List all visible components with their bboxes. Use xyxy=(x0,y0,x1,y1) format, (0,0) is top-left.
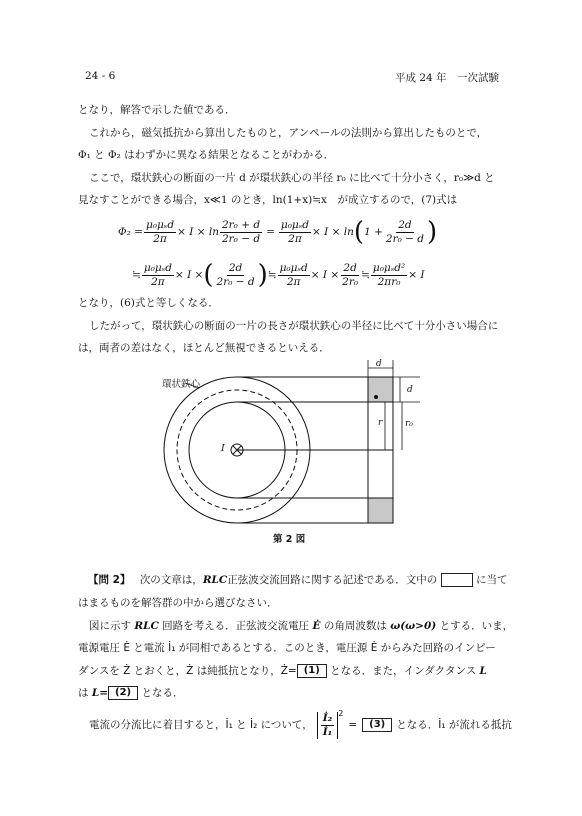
dim-r: r xyxy=(378,418,383,428)
answer-box-3: (3) xyxy=(362,718,392,732)
eq-op: ≒ xyxy=(267,269,277,281)
question-line: 【問 2】 次の文章は，RLC正弦波交流回路に関する記述である．文中の に当て xyxy=(88,574,508,586)
eq-op: × I × xyxy=(310,269,340,281)
core-label: 環状鉄心 xyxy=(162,379,201,390)
eq-op: ≒ xyxy=(361,269,370,281)
current-label: I xyxy=(221,443,225,454)
eq-op: × I × ln xyxy=(177,226,219,238)
question-line: 電源電圧 Ė と電流 İ₁ が同相であるとする．このとき，電圧源 Ė からみた回路のインピー xyxy=(78,642,496,654)
equation-line-2: ≒ $\frac{\text{μ₀μₛd}}{2\pi}$ × I × ( $\frac{2d}{\text{2r₀ − d}}$ ) ≒ $\frac{\text{μ₀μₛd}}{2\pi}$ × I × $\frac{2d}{\text{2r₀}}$ ≒ $\frac{\text{μ₀μₛd²}}{\text{2πr₀}}$ × I xyxy=(132,260,425,290)
fraction: $\frac{\text{μ₀μₛd}}{2\pi}$ xyxy=(145,218,175,245)
eq-op: × I × ln xyxy=(312,226,354,238)
dim-d-top: d xyxy=(376,359,382,369)
question-line: はまるものを解答群の中から選びなさい． xyxy=(78,597,278,609)
page-number: 24 - 6 xyxy=(85,70,116,82)
answer-box-1: (1) xyxy=(297,664,327,678)
dim-r0: r₀ xyxy=(405,419,413,429)
text-line: したがって，環状鉄心の断面の一片の長さが環状鉄心の半径に比べて十分小さい場合に xyxy=(89,320,499,332)
eq-lhs: Φ₂ = xyxy=(118,226,143,238)
fraction: $\frac{2d}{\text{2r₀ − d}}$ xyxy=(385,218,424,245)
equation-line-1: Φ₂ = $\frac{\text{μ₀μₛd}}{2\pi}$ × I × ln $\frac{\text{2r₀ + d}}{\text{2r₀ − d}}$ = $\frac{\text{μ₀μₛd}}{2\pi}$ × I × ln ( 1 + $\frac{2d}{\text{2r₀ − d}}$ ) xyxy=(118,217,438,247)
fraction: $\frac{\text{μ₀μₛd²}}{\text{2πr₀}}$ xyxy=(372,261,406,288)
eq-op: 1 + xyxy=(364,226,383,238)
fraction: $\frac{\text{μ₀μₛd}}{2\pi}$ xyxy=(143,261,172,288)
cross-section-top xyxy=(368,377,393,402)
question-line: ダンスを Ż とおくと，Ż は純抵抗となり，Ż= (1) となる．また，インダクタンス L xyxy=(78,665,487,677)
fraction: $\frac{\text{μ₀μₛd}}{2\pi}$ xyxy=(280,218,310,245)
fraction: $\frac{\text{μ₀μₛd}}{2\pi}$ xyxy=(279,261,308,288)
eq-op: ≒ xyxy=(132,269,141,281)
text-line: ここで，環状鉄心の断面の一片 d が環状鉄心の半径 r₀ に比べて十分小さく，r₀≫d と xyxy=(89,172,495,184)
eq-op: = xyxy=(266,226,275,238)
eq-op: × I xyxy=(408,269,425,281)
cross-section-bottom xyxy=(368,498,393,523)
dim-d-right: d xyxy=(407,385,413,395)
question-line: 図に示す RLC 回路を考える．正弦波交流電圧 Ė の角周波数は ω(ω>0) とする．いま， xyxy=(89,620,514,632)
text-line: となり，(6)式と等しくなる． xyxy=(78,297,219,309)
text-line: 見なすことができる場合，x≪1 のとき，ln(1+x)≒x が成立するので，(7)式は xyxy=(78,194,458,206)
answer-box-2: (2) xyxy=(108,686,138,700)
text-line: は，両者の差はなく，ほとんど無視できるといえる． xyxy=(78,342,330,354)
question-line: は L= (2) となる． xyxy=(78,687,184,699)
text-line: これから，磁気抵抗から算出したものと，アンペールの法則から算出したものとで， xyxy=(89,127,488,139)
eq-op: × I × xyxy=(174,269,204,281)
question-line: 電流の分流比に着目すると，İ₁ と İ₂ について， $\frac{\text{İ₂}}{\text{İ₁}}$ $^2$ = (3) となる．İ₁ が流れる抵抗 xyxy=(89,709,512,738)
figure-caption: 第 2 図 xyxy=(273,534,306,545)
exam-title: 平成 24 年 一次試験 xyxy=(395,72,500,84)
blank-box xyxy=(441,573,473,587)
fraction: $\frac{2d}{\text{2r₀ − d}}$ xyxy=(216,261,255,288)
text-line: Φ₁ と Φ₂ はわずかに異なる結果となることがわかる． xyxy=(78,149,335,161)
fraction: $\frac{\text{2r₀ + d}}{\text{2r₀ − d}}$ xyxy=(221,218,261,245)
text-line: となり，解答で示した値である． xyxy=(78,104,236,116)
fraction: $\frac{2d}{\text{2r₀}}$ xyxy=(342,261,359,288)
question-tag: 【問 2】 xyxy=(88,574,131,586)
